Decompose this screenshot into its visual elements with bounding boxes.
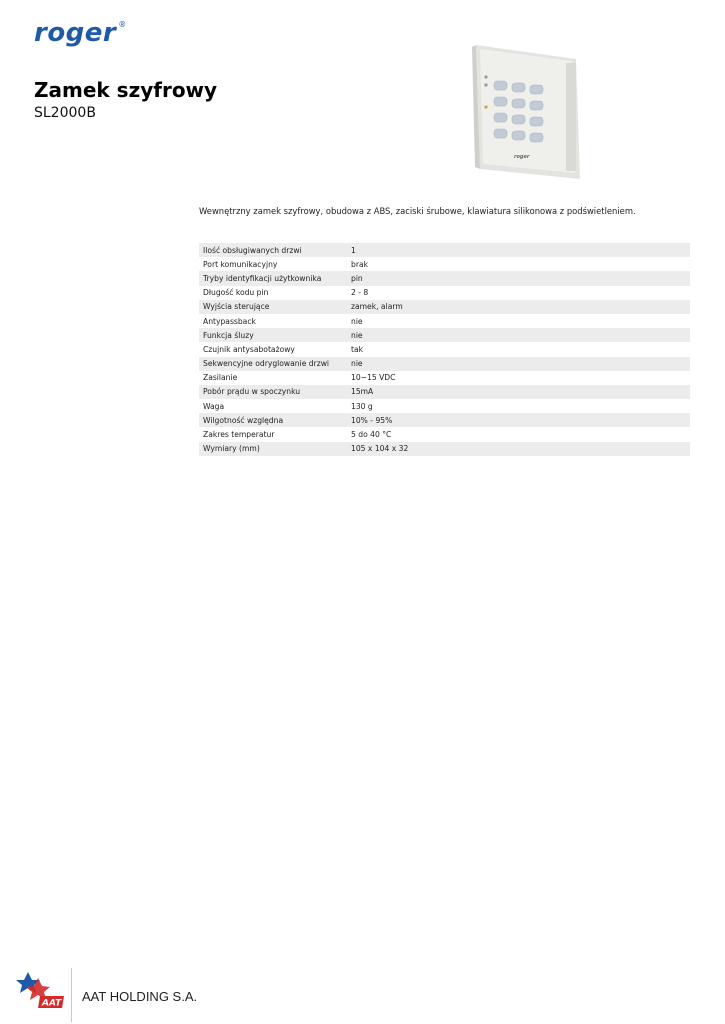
aat-logo-icon [16,970,66,1010]
spec-value: 5 do 40 °C [347,427,690,441]
specs-table [199,243,690,456]
table-row [199,243,690,257]
table-row [199,342,690,356]
roger-logo-text: roger [34,18,117,48]
spec-label: Funkcja śluzy [199,328,347,342]
spec-label: Zakres temperatur [199,427,347,441]
spec-value: 130 g [347,399,690,413]
spec-value: nie [347,328,690,342]
device-brand-mark: roger [514,154,530,160]
spec-label: Wyjścia sterujące [199,300,347,314]
table-row [199,257,690,271]
table-row [199,357,690,371]
table-row [199,314,690,328]
footer-divider [71,968,72,1022]
table-row [199,328,690,342]
table-row [199,286,690,300]
keypad-device-image [472,43,584,181]
spec-value: 15mA [347,385,690,399]
spec-label: Antypassback [199,314,347,328]
spec-label: Sekwencyjne odryglowanie drzwi [199,357,347,371]
table-row [199,427,690,441]
spec-value: 105 x 104 x 32 [347,442,690,456]
registered-mark: ® [118,20,127,29]
table-row [199,271,690,285]
spec-value: 10~15 VDC [347,371,690,385]
spec-label: Pobór prądu w spoczynku [199,385,347,399]
table-row [199,442,690,456]
table-row [199,413,690,427]
spec-value: nie [347,314,690,328]
spec-value: nie [347,357,690,371]
spec-label: Czujnik antysabotażowy [199,342,347,356]
spec-label: Wymiary (mm) [199,442,347,456]
spec-label: Wilgotność względna [199,413,347,427]
page-title: Zamek szyfrowy [34,78,218,102]
spec-label: Waga [199,399,347,413]
spec-value: brak [347,257,690,271]
spec-label: Port komunikacyjny [199,257,347,271]
spec-label: Zasilanie [199,371,347,385]
product-model: SL2000B [34,105,96,121]
spec-value: 2 - 8 [347,286,690,300]
footer-company-name: AAT HOLDING S.A. [82,989,198,1004]
aat-logo-text: AAT [42,998,62,1009]
spec-value: 1 [347,243,690,257]
spec-value: tak [347,342,690,356]
table-row [199,399,690,413]
spec-label: Tryby identyfikacji użytkownika [199,271,347,285]
roger-logo [34,18,127,48]
table-row [199,385,690,399]
spec-value: zamek, alarm [347,300,690,314]
table-row [199,300,690,314]
spec-value: pin [347,271,690,285]
table-row [199,371,690,385]
spec-value: 10% - 95% [347,413,690,427]
spec-label: Długość kodu pin [199,286,347,300]
spec-label: Ilość obsługiwanych drzwi [199,243,347,257]
product-description: Wewnętrzny zamek szyfrowy, obudowa z ABS, zaciski śrubowe, klawiatura silikonowa z podświetleniem. [199,206,636,216]
